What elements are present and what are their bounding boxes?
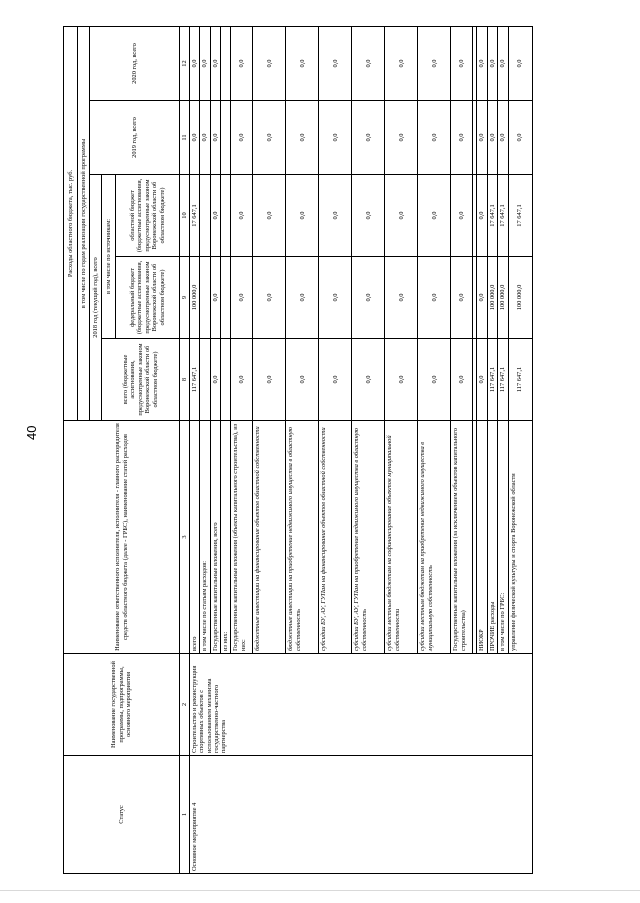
value-cell [200, 175, 210, 257]
value-cell [221, 26, 231, 100]
value-cell: 0,0 [352, 339, 385, 421]
value-cell: 0,0 [477, 257, 487, 339]
value-cell: 17 647,1 [508, 175, 532, 257]
value-cell: 0,0 [451, 339, 473, 421]
value-cell: 100 000,0 [190, 257, 200, 339]
value-cell: 0,0 [210, 26, 220, 100]
value-cell: 0,0 [253, 101, 286, 175]
status-cell: Основное мероприятие 4 [190, 756, 533, 874]
row-name: Государственные капитальные вложения (за исключением объектов капитального строительства) [451, 421, 473, 654]
value-cell: 0,0 [477, 339, 487, 421]
column-number: 3 [180, 421, 190, 654]
value-cell: 0,0 [418, 101, 451, 175]
header-status: Статус [64, 756, 180, 874]
header-sub-federal: федеральный бюджет (бюджетные ассигнования, предусмотренные законом Воронежской области об областном бюджете) [116, 257, 180, 339]
header-by-sources: в том числе по источникам: [102, 175, 116, 339]
value-cell: 0,0 [352, 26, 385, 100]
header-year-2018: 2018 год (текущий год), всего [90, 175, 102, 421]
value-cell [221, 101, 231, 175]
value-cell [221, 339, 231, 421]
column-number: 8 [180, 339, 190, 421]
value-cell [200, 257, 210, 339]
value-cell: 0,0 [418, 339, 451, 421]
value-cell: 117 647,1 [498, 339, 508, 421]
row-name: всего [190, 421, 200, 654]
value-cell: 117 647,1 [190, 339, 200, 421]
row-name: Государственные капитальные вложения (объекты капитального строительства), из них: [231, 421, 253, 654]
value-cell: 117 647,1 [508, 339, 532, 421]
value-cell: 0,0 [385, 101, 418, 175]
value-cell: 0,0 [477, 101, 487, 175]
value-cell: 0,0 [508, 101, 532, 175]
value-cell: 0,0 [190, 26, 200, 100]
value-cell [221, 257, 231, 339]
row-name: управление физической культуры и спорта Воронежской области [508, 421, 532, 654]
value-cell: 17 647,1 [498, 175, 508, 257]
value-cell: 0,0 [231, 175, 253, 257]
value-cell: 0,0 [451, 175, 473, 257]
header-year-2019: 2019 год, всего [90, 101, 180, 175]
column-number: 11 [180, 101, 190, 175]
value-cell: 100 000,0 [508, 257, 532, 339]
value-cell: 0,0 [286, 257, 319, 339]
row-name: субсидии местным бюджетам на приобретение недвижимого имущества в муниципальную собственность [418, 421, 451, 654]
value-cell: 0,0 [253, 339, 286, 421]
value-cell: 0,0 [286, 339, 319, 421]
value-cell: 0,0 [385, 175, 418, 257]
value-cell: 0,0 [253, 257, 286, 339]
header-expenses: Расходы областного бюджета, тыс. руб. [64, 26, 78, 420]
column-number: 9 [180, 257, 190, 339]
value-cell: 0,0 [319, 101, 352, 175]
value-cell: 0,0 [352, 175, 385, 257]
column-number: 10 [180, 175, 190, 257]
value-cell: 0,0 [286, 26, 319, 100]
program-cell: Строительство и реконструкция спортивных объектов с использованием механизма государственно-частного партнерства [190, 654, 533, 756]
value-cell: 0,0 [508, 26, 532, 100]
value-cell: 117 647,1 [487, 339, 497, 421]
header-responsible: Наименование ответственного исполнителя, исполнителя - главного распорядителя средств областного бюджета (далее - ГРБС), наименование статей расходов [64, 421, 180, 654]
value-cell: 0,0 [231, 101, 253, 175]
header-sub-regional: областной бюджет (бюджетные ассигнования, предусмотренные законом Воронежской области об областном бюджете) [116, 175, 180, 257]
value-cell: 0,0 [210, 257, 220, 339]
value-cell: 0,0 [319, 26, 352, 100]
value-cell: 17 647,1 [190, 175, 200, 257]
value-cell: 0,0 [498, 26, 508, 100]
scan-edge-line [0, 890, 640, 891]
value-cell: 0,0 [352, 257, 385, 339]
row-name: бюджетные инвестиции на приобретение недвижимого имущества в областную собственность [286, 421, 319, 654]
column-number: 12 [180, 26, 190, 100]
column-number: 2 [180, 654, 190, 756]
header-year-2020: 2020 год, всего [90, 26, 180, 100]
column-number: 1 [180, 756, 190, 874]
value-cell [200, 339, 210, 421]
value-cell: 0,0 [352, 101, 385, 175]
value-cell: 0,0 [319, 175, 352, 257]
value-cell: 0,0 [286, 101, 319, 175]
value-cell: 0,0 [319, 257, 352, 339]
value-cell: 0,0 [451, 101, 473, 175]
value-cell: 0,0 [200, 26, 210, 100]
value-cell: 0,0 [190, 101, 200, 175]
value-cell: 17 647,1 [487, 175, 497, 257]
budget-table [63, 26, 533, 874]
value-cell: 0,0 [487, 101, 497, 175]
value-cell: 100 000,0 [498, 257, 508, 339]
row-name: в том числе по статьям расходов: [200, 421, 210, 654]
value-cell: 0,0 [253, 175, 286, 257]
row-name: в том числе по ГРБС: [498, 421, 508, 654]
column-number-row [180, 26, 190, 873]
row-name: ПРОЧИЕ расходы [487, 421, 497, 654]
value-cell: 0,0 [418, 175, 451, 257]
value-cell: 100 000,0 [487, 257, 497, 339]
page-number: 40 [24, 425, 39, 440]
row-name: субсидии местным бюджетам на софинансирование объектов муниципальной собственности [385, 421, 418, 654]
value-cell: 0,0 [418, 257, 451, 339]
value-cell: 0,0 [231, 257, 253, 339]
header-by-years: в том числе по годам реализации государственной программы [78, 26, 90, 420]
value-cell: 0,0 [253, 26, 286, 100]
value-cell: 0,0 [200, 101, 210, 175]
value-cell: 0,0 [385, 26, 418, 100]
value-cell: 0,0 [498, 101, 508, 175]
value-cell: 0,0 [451, 26, 473, 100]
value-cell: 0,0 [487, 26, 497, 100]
value-cell [221, 175, 231, 257]
row-name: НИОКР [477, 421, 487, 654]
value-cell: 0,0 [477, 175, 487, 257]
budget-table-rotated [63, 27, 583, 874]
value-cell: 0,0 [231, 339, 253, 421]
value-cell: 0,0 [385, 339, 418, 421]
value-cell: 0,0 [210, 101, 220, 175]
header-program: Наименование государственной программы, подпрограммы, основного мероприятия [64, 654, 180, 756]
value-cell: 0,0 [231, 26, 253, 100]
row-name: субсидии БУ, АУ, ГУПам на приобретение недвижимого имущества в областную собственность [352, 421, 385, 654]
value-cell: 0,0 [210, 339, 220, 421]
row-name: из них: [221, 421, 231, 654]
value-cell: 0,0 [451, 257, 473, 339]
row-name: бюджетные инвестиции на финансирование объектов областной собственности [253, 421, 286, 654]
value-cell: 0,0 [319, 339, 352, 421]
value-cell: 0,0 [385, 257, 418, 339]
table-row [190, 26, 200, 873]
row-name: субсидии БУ, АУ, ГУПам на финансирование объектов областной собственности [319, 421, 352, 654]
header-sub-total: всего (бюджетные ассигнования, предусмотренные законом Воронежской области об областном бюджете) [102, 339, 180, 421]
value-cell: 0,0 [418, 26, 451, 100]
row-name: Государственные капитальные вложения, всего [210, 421, 220, 654]
value-cell: 0,0 [477, 26, 487, 100]
value-cell: 0,0 [286, 175, 319, 257]
value-cell: 0,0 [210, 175, 220, 257]
